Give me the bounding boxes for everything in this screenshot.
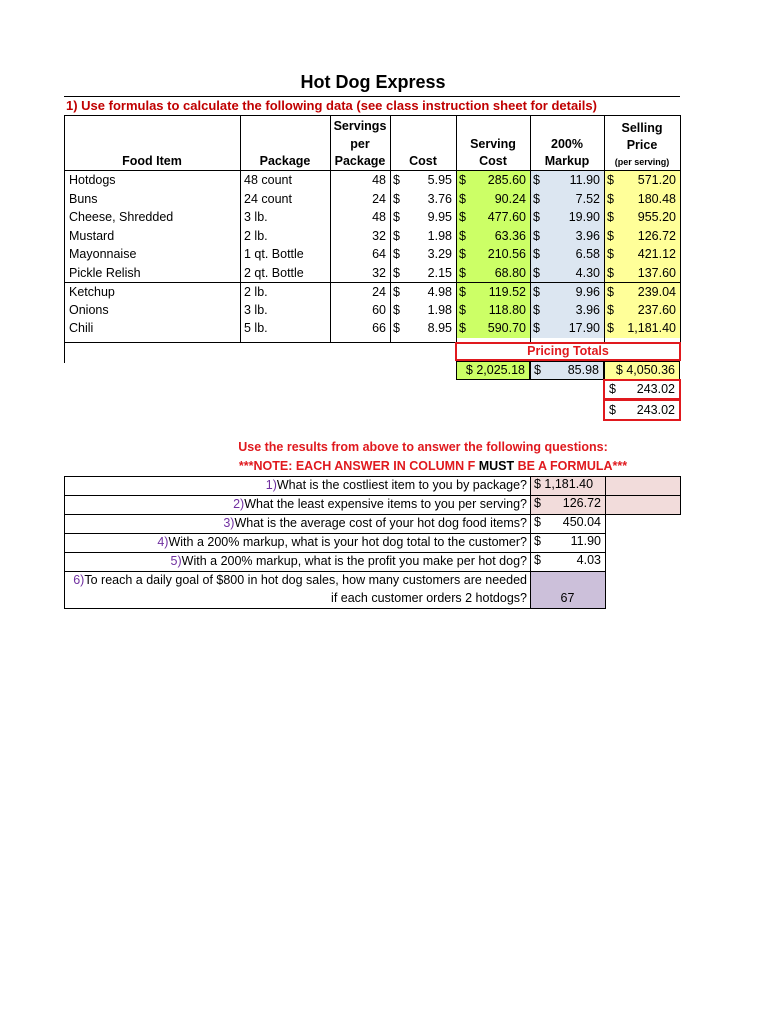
markup-cell — [530, 171, 604, 190]
question-label-continued: if each customer orders 2 hotdogs? — [331, 591, 527, 605]
question-text — [223, 514, 527, 532]
markup-cell — [530, 319, 604, 338]
cost-cell-value: 5.95 — [427, 173, 452, 187]
total-markup-dollar: $ — [534, 363, 541, 377]
serving-cost-cell-value: 590.70 — [487, 321, 526, 335]
serving-cost-cell — [456, 227, 530, 246]
serving-cost-cell — [456, 283, 530, 302]
selling-price-cell-value: 239.04 — [637, 285, 676, 299]
food-item-cell: Buns — [69, 191, 98, 206]
answer-cell — [530, 533, 605, 552]
grid-line — [605, 476, 606, 608]
cost-cell-dollar: $ — [393, 285, 400, 299]
grid-line — [680, 476, 681, 514]
cost-cell-value: 1.98 — [427, 228, 452, 243]
selling-price-cell-dollar: $ — [607, 173, 614, 187]
cost-cell-value: 1.98 — [427, 302, 452, 317]
extra-total-box-2 — [603, 399, 681, 421]
cost-cell-dollar: $ — [393, 191, 400, 206]
servings-cell: 66 — [372, 321, 386, 335]
food-item-cell: Ketchup — [69, 285, 115, 299]
header-serving-cost-1: Serving — [470, 137, 516, 151]
servings-cell: 24 — [372, 285, 386, 299]
markup-cell-dollar: $ — [533, 321, 540, 335]
serving-cost-cell-value: 118.80 — [488, 302, 526, 317]
cost-cell — [390, 319, 456, 338]
markup-cell-value: 19.90 — [568, 210, 600, 224]
selling-price-cell-value: 571.20 — [637, 173, 676, 187]
serving-cost-cell — [456, 301, 530, 320]
package-cell: 2 qt. Bottle — [244, 265, 304, 280]
food-item-cell: Pickle Relish — [69, 265, 141, 280]
question-text — [157, 533, 527, 551]
extra-answer-cell — [605, 476, 680, 495]
markup-cell — [530, 264, 604, 283]
extra-total-1-dollar: $ — [609, 382, 616, 396]
markup-cell-value: 7.52 — [575, 191, 600, 206]
markup-cell-value: 9.96 — [575, 285, 600, 299]
package-cell: 3 lb. — [244, 210, 268, 224]
question-number: 3) — [223, 516, 235, 530]
markup-cell-dollar: $ — [533, 285, 540, 299]
food-item-cell: Hotdogs — [69, 173, 116, 187]
servings-cell: 24 — [372, 191, 386, 206]
serving-cost-cell-dollar: $ — [459, 265, 466, 280]
cost-cell-value: 8.95 — [427, 321, 452, 335]
header-serving-cost-2: Cost — [479, 154, 507, 168]
grid-line — [680, 115, 681, 343]
header-selling-1: Selling — [621, 121, 663, 135]
food-item-cell: Cheese, Shredded — [69, 210, 174, 224]
serving-cost-cell-dollar: $ — [459, 228, 466, 243]
markup-cell — [530, 190, 604, 209]
grid-line — [64, 608, 606, 609]
answer-cell — [530, 571, 605, 608]
servings-cell: 64 — [372, 247, 386, 261]
serving-cost-cell — [456, 319, 530, 338]
selling-price-cell-value: 126.72 — [637, 228, 676, 243]
serving-cost-cell — [456, 245, 530, 264]
serving-cost-cell-dollar: $ — [459, 173, 466, 187]
selling-price-cell-value: 137.60 — [637, 265, 676, 280]
food-item-cell: Chili — [69, 321, 94, 335]
question-row — [64, 533, 530, 552]
header-cost: Cost — [409, 154, 437, 168]
question-number: 6) — [73, 573, 85, 587]
question-row — [64, 495, 530, 514]
table-row — [64, 319, 680, 338]
cost-cell-value: 3.29 — [427, 247, 452, 261]
grid-line — [64, 495, 681, 496]
table-row — [64, 301, 680, 320]
answer-cell — [530, 495, 605, 514]
selling-price-cell — [604, 171, 680, 190]
extra-answer-cell — [605, 495, 680, 514]
serving-cost-cell — [456, 171, 530, 190]
serving-cost-cell-dollar: $ — [459, 302, 466, 317]
cost-cell-value: 4.98 — [427, 285, 452, 299]
table-row — [64, 171, 680, 190]
package-cell: 1 qt. Bottle — [244, 247, 304, 261]
markup-cell — [530, 227, 604, 246]
serving-cost-cell-value: 210.56 — [487, 247, 526, 261]
question-number: 1) — [265, 478, 277, 492]
selling-price-cell-dollar: $ — [607, 247, 614, 261]
table-row — [64, 208, 680, 227]
grid-line — [64, 552, 606, 553]
cost-cell — [390, 190, 456, 209]
selling-price-cell-value: 955.20 — [637, 210, 676, 224]
total-serving-cost-value: $ 2,025.18 — [465, 363, 525, 377]
pricing-totals-label: Pricing Totals — [527, 344, 609, 358]
answer-value: 126.72 — [562, 496, 601, 510]
total-selling — [604, 361, 680, 380]
selling-price-cell-dollar: $ — [607, 321, 614, 335]
question-label: To reach a daily goal of $800 in hot dog sales, how many customers are needed — [84, 573, 527, 587]
cost-cell — [390, 208, 456, 227]
markup-cell-dollar: $ — [533, 228, 540, 243]
table-row — [64, 190, 680, 209]
answer-cell — [530, 476, 605, 495]
extra-total-2-dollar: $ — [609, 403, 616, 417]
cost-cell-value: 3.76 — [427, 191, 452, 206]
serving-cost-cell-value: 90.24 — [494, 191, 526, 206]
table-row — [64, 227, 680, 246]
answer-dollar: $ — [534, 496, 541, 510]
serving-cost-cell-dollar: $ — [459, 247, 466, 261]
answer-value: 11.90 — [570, 534, 601, 548]
header-servings-3: Package — [334, 154, 386, 168]
serving-cost-cell-value: 119.52 — [488, 285, 526, 299]
selling-price-cell-dollar: $ — [607, 285, 614, 299]
questions-intro: Use the results from above to answer the following questions: — [238, 440, 608, 454]
food-item-cell: Onions — [69, 302, 109, 317]
package-cell: 24 count — [244, 191, 292, 206]
grid-line — [64, 115, 65, 363]
cost-cell-value: 9.95 — [427, 210, 452, 224]
markup-cell-dollar: $ — [533, 302, 540, 317]
formula-note — [0, 459, 768, 473]
grid-line — [390, 115, 391, 343]
serving-cost-cell — [456, 264, 530, 283]
food-item-cell: Mustard — [69, 228, 115, 243]
extra-total-box-1 — [603, 379, 681, 400]
serving-cost-cell-value: 68.80 — [494, 265, 526, 280]
total-selling-value: $ 4,050.36 — [615, 363, 675, 377]
cost-cell-dollar: $ — [393, 210, 400, 224]
grid-line — [530, 476, 531, 608]
selling-price-cell-value: 1,181.40 — [627, 321, 676, 335]
header-markup-2: Markup — [544, 154, 590, 168]
grid-line — [64, 514, 681, 515]
question-text — [233, 495, 527, 513]
grid-line — [456, 115, 457, 343]
grid-line — [330, 115, 331, 343]
extra-total-1-value: 243.02 — [636, 382, 675, 396]
total-markup-value: 85.98 — [567, 363, 599, 377]
markup-cell-value: 6.58 — [575, 247, 600, 261]
grid-line — [64, 476, 65, 608]
selling-price-cell-value: 237.60 — [637, 302, 676, 317]
selling-price-cell — [604, 301, 680, 320]
answer-value: 67 — [560, 591, 575, 605]
answer-value: $ 1,181.40 — [534, 477, 594, 491]
cost-cell-dollar: $ — [393, 173, 400, 187]
food-item-cell: Mayonnaise — [69, 247, 137, 261]
answer-cell — [530, 514, 605, 533]
serving-cost-cell-value: 477.60 — [487, 210, 526, 224]
question-text — [171, 552, 527, 570]
answer-value: 4.03 — [576, 553, 601, 567]
selling-price-cell-value: 421.12 — [637, 247, 676, 261]
markup-cell — [530, 245, 604, 264]
markup-cell-dollar: $ — [533, 265, 540, 280]
serving-cost-cell-value: 63.36 — [494, 228, 526, 243]
question-row — [64, 571, 530, 608]
cost-cell — [390, 227, 456, 246]
grid-line — [64, 533, 606, 534]
header-package: Package — [259, 154, 311, 168]
answer-dollar: $ — [534, 515, 541, 529]
answer-dollar: $ — [534, 534, 541, 548]
serving-cost-cell-dollar: $ — [459, 321, 466, 335]
grid-line — [240, 115, 241, 343]
table-header — [64, 115, 680, 171]
package-cell: 2 lb. — [244, 285, 268, 299]
selling-price-cell — [604, 319, 680, 338]
markup-cell — [530, 208, 604, 227]
question-row — [64, 552, 530, 571]
answer-cell — [530, 552, 605, 571]
markup-cell-dollar: $ — [533, 210, 540, 224]
serving-cost-cell-dollar: $ — [459, 191, 466, 206]
selling-price-cell-dollar: $ — [607, 228, 614, 243]
table-row — [64, 245, 680, 264]
question-number: 5) — [170, 554, 182, 568]
question-text — [266, 476, 527, 494]
serving-cost-cell-value: 285.60 — [487, 173, 526, 187]
selling-price-cell — [604, 283, 680, 302]
cost-cell-dollar: $ — [393, 302, 400, 317]
markup-cell-dollar: $ — [533, 173, 540, 187]
markup-cell-dollar: $ — [533, 191, 540, 206]
selling-price-cell-dollar: $ — [607, 265, 614, 280]
answer-value: 450.04 — [562, 515, 601, 529]
markup-cell-value: 17.90 — [568, 321, 600, 335]
selling-price-cell — [604, 190, 680, 209]
question-row — [64, 514, 530, 533]
serving-cost-cell-dollar: $ — [459, 210, 466, 224]
cost-cell-dollar: $ — [393, 321, 400, 335]
cost-cell-dollar: $ — [393, 247, 400, 261]
instruction-text: 1) Use formulas to calculate the following data (see class instruction sheet for details) — [64, 96, 680, 114]
markup-cell-value: 3.96 — [575, 228, 600, 243]
selling-price-cell-dollar: $ — [607, 302, 614, 317]
cost-cell — [390, 264, 456, 283]
total-markup — [530, 361, 604, 380]
header-selling-2: Price — [626, 138, 658, 152]
markup-cell — [530, 301, 604, 320]
question-label: What the least expensive items to you per serving? — [244, 497, 527, 511]
note-part-3: BE A FORMULA*** — [514, 459, 628, 473]
answer-dollar: $ — [534, 553, 541, 567]
package-cell: 48 count — [244, 173, 292, 187]
note-part-1: ***NOTE: EACH ANSWER IN COLUMN F — [238, 459, 479, 473]
cost-cell — [390, 301, 456, 320]
cost-cell-dollar: $ — [393, 265, 400, 280]
question-label: With a 200% markup, what is the profit you make per hot dog? — [181, 554, 527, 568]
header-servings-1: Servings — [333, 119, 387, 133]
selling-price-cell — [604, 245, 680, 264]
question-number: 4) — [157, 535, 169, 549]
servings-cell: 48 — [372, 210, 386, 224]
question-row — [64, 476, 530, 495]
package-cell: 3 lb. — [244, 302, 268, 317]
header-servings-2: per — [350, 137, 370, 151]
header-markup-1: 200% — [551, 137, 583, 151]
cost-cell-dollar: $ — [393, 228, 400, 243]
servings-cell: 32 — [372, 265, 386, 280]
markup-cell-value: 11.90 — [569, 173, 600, 187]
grid-line — [64, 476, 681, 477]
grid-line — [64, 571, 606, 572]
question-text — [73, 571, 527, 607]
serving-cost-cell — [456, 190, 530, 209]
markup-cell-value: 4.30 — [575, 265, 600, 280]
question-label: With a 200% markup, what is your hot dog total to the customer? — [168, 535, 527, 549]
table-row — [64, 264, 680, 283]
table-row — [64, 282, 680, 302]
selling-price-cell-dollar: $ — [607, 210, 614, 224]
serving-cost-cell-dollar: $ — [459, 285, 466, 299]
servings-cell: 48 — [372, 173, 386, 187]
markup-cell-dollar: $ — [533, 247, 540, 261]
selling-price-cell — [604, 264, 680, 283]
package-cell: 2 lb. — [244, 228, 268, 243]
extra-total-2-value: 243.02 — [636, 403, 675, 417]
selling-price-cell-value: 180.48 — [637, 191, 676, 206]
total-serving-cost — [456, 361, 530, 380]
selling-price-cell — [604, 227, 680, 246]
package-cell: 5 lb. — [244, 321, 268, 335]
sheet-title: Hot Dog Express — [300, 72, 446, 92]
question-label: What is the costliest item to you by package? — [276, 478, 527, 492]
cost-cell — [390, 283, 456, 302]
question-number: 2) — [233, 497, 245, 511]
selling-price-cell-dollar: $ — [607, 191, 614, 206]
selling-price-cell — [604, 208, 680, 227]
cost-cell — [390, 245, 456, 264]
cost-cell-value: 2.15 — [427, 265, 452, 280]
header-food-item: Food Item — [122, 154, 182, 168]
servings-cell: 32 — [372, 228, 386, 243]
grid-line — [604, 115, 605, 343]
markup-cell-value: 3.96 — [575, 302, 600, 317]
question-label: What is the average cost of your hot dog food items? — [234, 516, 527, 530]
header-selling-3: (per serving) — [614, 157, 670, 167]
grid-line — [530, 115, 531, 343]
markup-cell — [530, 283, 604, 302]
note-part-2: MUST — [478, 459, 515, 473]
cost-cell — [390, 171, 456, 190]
servings-cell: 60 — [372, 302, 386, 317]
serving-cost-cell — [456, 208, 530, 227]
